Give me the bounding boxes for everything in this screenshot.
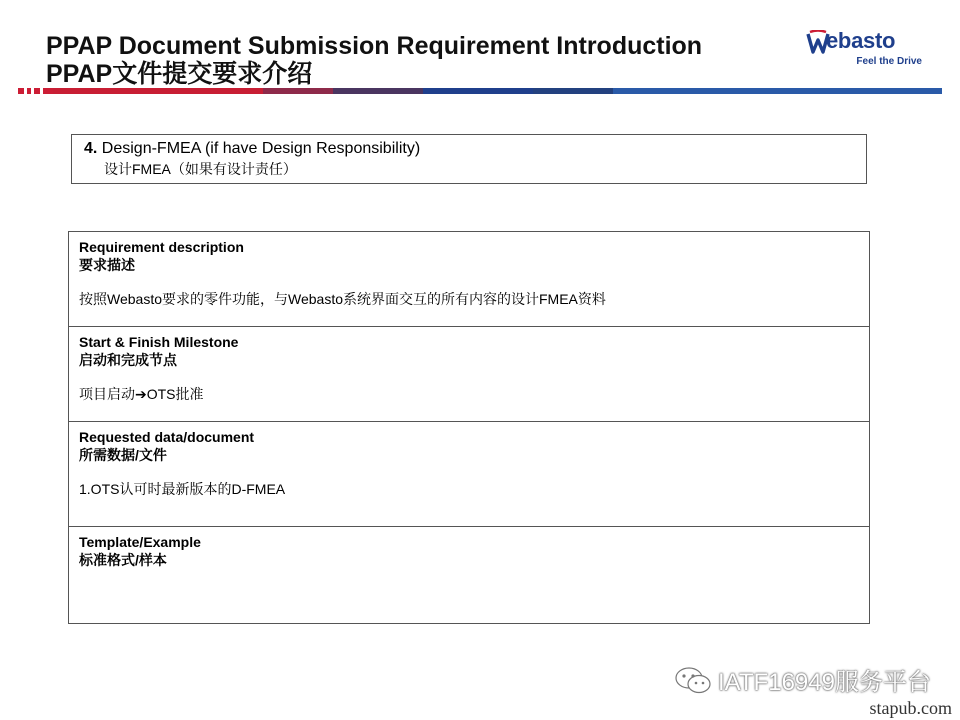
header-stripe [18, 88, 942, 94]
table-row [69, 232, 870, 327]
logo-tagline: Feel the Drive [856, 56, 922, 67]
site-watermark: stapub.com [869, 698, 952, 718]
row-heading-en: Start & Finish Milestone [79, 334, 239, 350]
table-row [69, 422, 870, 527]
webasto-logo [806, 28, 926, 72]
requirement-table [68, 231, 870, 624]
watermark-text: IATF16949服务平台 [718, 669, 931, 696]
row-heading-zh: 所需数据/文件 [79, 447, 167, 463]
section-number: 4. [84, 140, 98, 157]
row-heading-zh: 标准格式/样本 [79, 552, 167, 568]
row-heading-zh: 启动和完成节点 [79, 352, 177, 368]
row-heading-en: Template/Example [79, 534, 201, 550]
row-heading-en: Requested data/document [79, 429, 255, 445]
logo-wordmark: ebasto [826, 28, 896, 53]
watermark [674, 662, 931, 697]
page-title [46, 32, 702, 88]
page-title-zh: PPAP文件提交要求介绍 [46, 60, 313, 88]
section-title-zh: 设计FMEA（如果有设计责任） [104, 161, 297, 177]
row-body: 1.OTS认可时最新版本的D-FMEA [79, 481, 286, 497]
page-title-en: PPAP Document Submission Requirement Introduction [46, 32, 703, 60]
row-heading-en: Requirement description [79, 239, 244, 255]
row-body: 项目启动➔OTS批准 [79, 386, 204, 402]
section-title-en: Design-FMEA (if have Design Responsibility) [101, 140, 421, 157]
section-title-box [71, 134, 867, 184]
table-row [69, 527, 870, 624]
wechat-icon [674, 665, 712, 695]
row-body: 按照Webasto要求的零件功能，与Webasto系统界面交互的所有内容的设计FMEA资料 [79, 291, 606, 307]
row-heading-zh: 要求描述 [79, 257, 135, 273]
table-row [69, 327, 870, 422]
